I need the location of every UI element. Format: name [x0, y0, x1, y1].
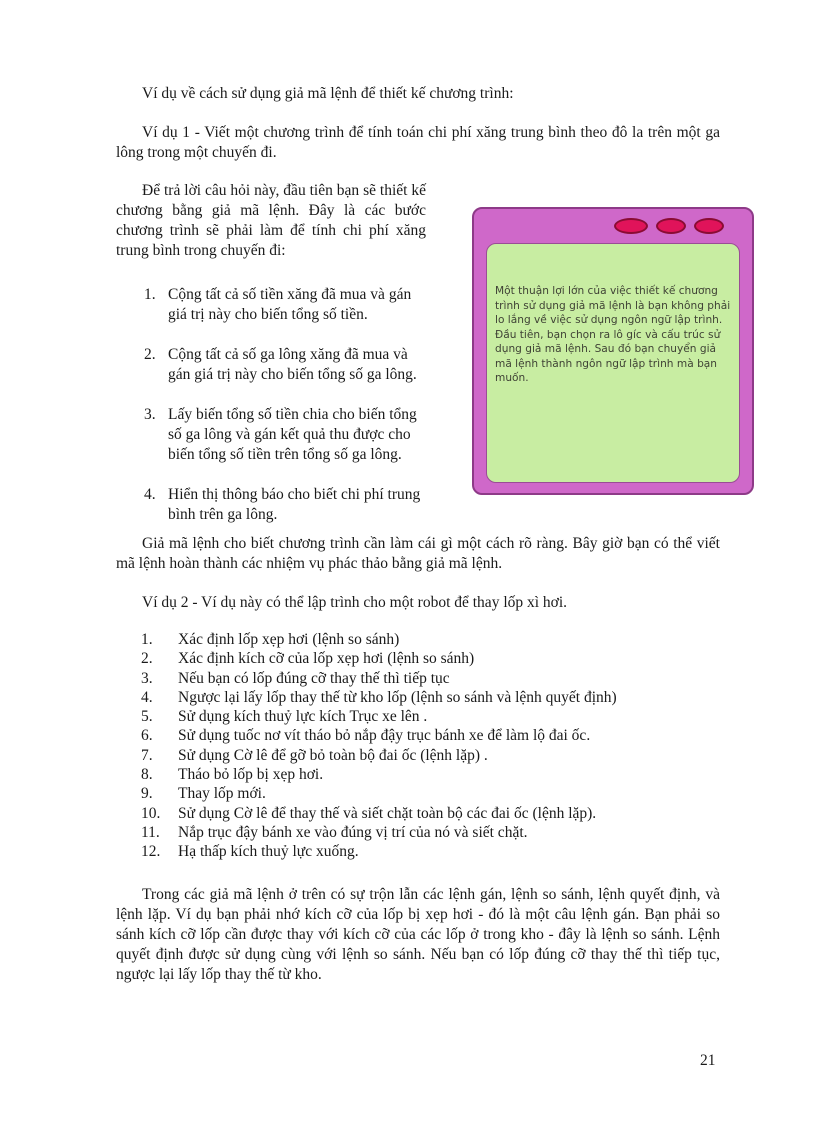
list-item-text: Hạ thấp kích thuỷ lực xuống.: [178, 843, 359, 861]
list-item-text: Nắp trục đậy bánh xe vào đúng vị trí của nó và siết chặt.: [178, 823, 528, 841]
list-item-number: 1.: [141, 631, 153, 648]
list-item-number: 4.: [144, 486, 156, 503]
list-item-number: 4.: [141, 688, 153, 706]
list-item-number: 12.: [141, 843, 161, 861]
intro-paragraph: Để trả lời câu hỏi này, đầu tiên bạn sẽ thiết kế chương bằng giả mã lệnh. Đây là các bước chương trình sẽ phải làm để tính chi phí xăng trung bình trong chuyến đi:: [116, 182, 426, 259]
list-item: [141, 842, 721, 861]
list-item: [141, 630, 721, 649]
list-item-text: Thay lốp mới.: [178, 785, 266, 803]
list-item-text: Tháo bỏ lốp bị xẹp hơi.: [178, 766, 324, 784]
list-item-number: 10.: [141, 804, 161, 822]
page-number: 21: [700, 1052, 716, 1069]
list-item-text: Ngược lại lấy lốp thay thế từ kho lốp (lệnh so sánh và lệnh quyết định): [178, 688, 617, 706]
list-item-text: Cộng tất cả số tiền xăng đã mua và gán giá trị này cho biến tổng số tiền.: [168, 286, 412, 323]
list-item-number: 2.: [144, 346, 156, 363]
list-item: [141, 784, 721, 803]
decorative-dot-icon: [694, 218, 724, 234]
list-item: [141, 726, 721, 745]
list-item-text: Nếu bạn có lốp đúng cỡ thay thế thì tiếp tục: [178, 669, 450, 687]
example-1-paragraph: Ví dụ 1 - Viết một chương trình để tính toán chi phí xăng trung bình theo đô la trên một ga lông trong một chuyến đi.: [116, 124, 720, 161]
callout-box: [472, 207, 754, 495]
list-item: [141, 823, 721, 842]
list-item-number: 7.: [141, 746, 153, 764]
list-item-number: 8.: [141, 766, 153, 784]
list-item-number: 6.: [141, 727, 153, 745]
list-item-text: Cộng tất cả số ga lông xăng đã mua và gán giá trị này cho biến tổng số ga lông.: [168, 346, 417, 383]
list-item-number: 3.: [141, 669, 153, 687]
list-item-number: 9.: [141, 785, 153, 803]
list-item: [141, 804, 721, 823]
list-item-text: Lấy biến tổng số tiền chia cho biến tổng số ga lông và gán kết quả thu được cho biến tổng số tiền trên tổng số ga lông.: [168, 406, 417, 463]
list-item: [141, 649, 721, 668]
decorative-dot-icon: [656, 218, 686, 234]
list-item-text: Sử dụng kích thuỷ lực kích Trục xe lên .: [178, 708, 428, 726]
list-item-text: Sử dụng tuốc nơ vít tháo bỏ nắp đậy trục bánh xe để làm lộ đai ốc.: [178, 727, 591, 745]
list-item-number: 5.: [141, 708, 153, 726]
decorative-dot-icon: [614, 218, 648, 234]
list-item-text: Xác định lốp xẹp hơi (lệnh so sánh): [178, 631, 400, 648]
list-item: [141, 707, 721, 726]
list-item: [141, 669, 721, 688]
heading-line: Ví dụ về cách sử dụng giả mã lệnh để thiết kế chương trình:: [142, 85, 514, 102]
list-item: [141, 746, 721, 765]
list-item: [141, 765, 721, 784]
list-item: [141, 688, 721, 707]
callout-text: Một thuận lợi lớn của việc thiết kế chương trình sử dụng giả mã lệnh là bạn không phải lo lắng về việc sử dụng ngôn ngữ lập trình. Đầu tiên, bạn chọn ra lô gíc và cấu trúc sử dụng giả mã lệnh. Sau đó bạn chuyển giả mã lệnh thành ngôn ngữ lập trình mà bạn muốn.: [486, 243, 740, 483]
list-item-number: 11.: [141, 823, 160, 841]
example-2-paragraph: Ví dụ 2 - Ví dụ này có thể lập trình cho một robot để thay lốp xì hơi.: [142, 594, 568, 611]
robot-steps-list: [141, 630, 721, 862]
list-item-text: Sử dụng Cờ lê để thay thế và siết chặt toàn bộ các đai ốc (lệnh lặp).: [178, 804, 597, 822]
list-item-text: Sử dụng Cờ lê để gỡ bỏ toàn bộ đai ốc (lệnh lặp) .: [178, 746, 488, 764]
list-item-number: 2.: [141, 650, 153, 668]
list-item-text: Xác định kích cỡ của lốp xẹp hơi (lệnh so sánh): [178, 650, 475, 668]
pseudocode-paragraph: Giả mã lệnh cho biết chương trình cần làm cái gì một cách rõ ràng. Bây giờ bạn có thể viết mã lệnh hoàn thành các nhiệm vụ phác thảo bằng giả mã lệnh.: [116, 535, 720, 572]
list-item-text: Hiển thị thông báo cho biết chi phí trung bình trên ga lông.: [168, 486, 421, 523]
list-item-number: 1.: [144, 286, 156, 303]
closing-paragraph: Trong các giả mã lệnh ở trên có sự trộn lẫn các lệnh gán, lệnh so sánh, lệnh quyết định, và lệnh lặp. Ví dụ bạn phải nhớ kích cỡ của lốp bị xẹp hơi - đó là một câu lệnh gán. Bạn phải so sánh kích cỡ lốp cần được thay với kích cỡ của các lốp ở trong kho - đây là lệnh so sánh. Lệnh quyết định được sử dụng cùng với lệnh so sánh. Nếu bạn có lốp đúng cỡ thay thế thì tiếp tục, ngược lại lấy lốp thay thế từ kho.: [116, 886, 720, 983]
list-item-number: 3.: [144, 406, 156, 423]
